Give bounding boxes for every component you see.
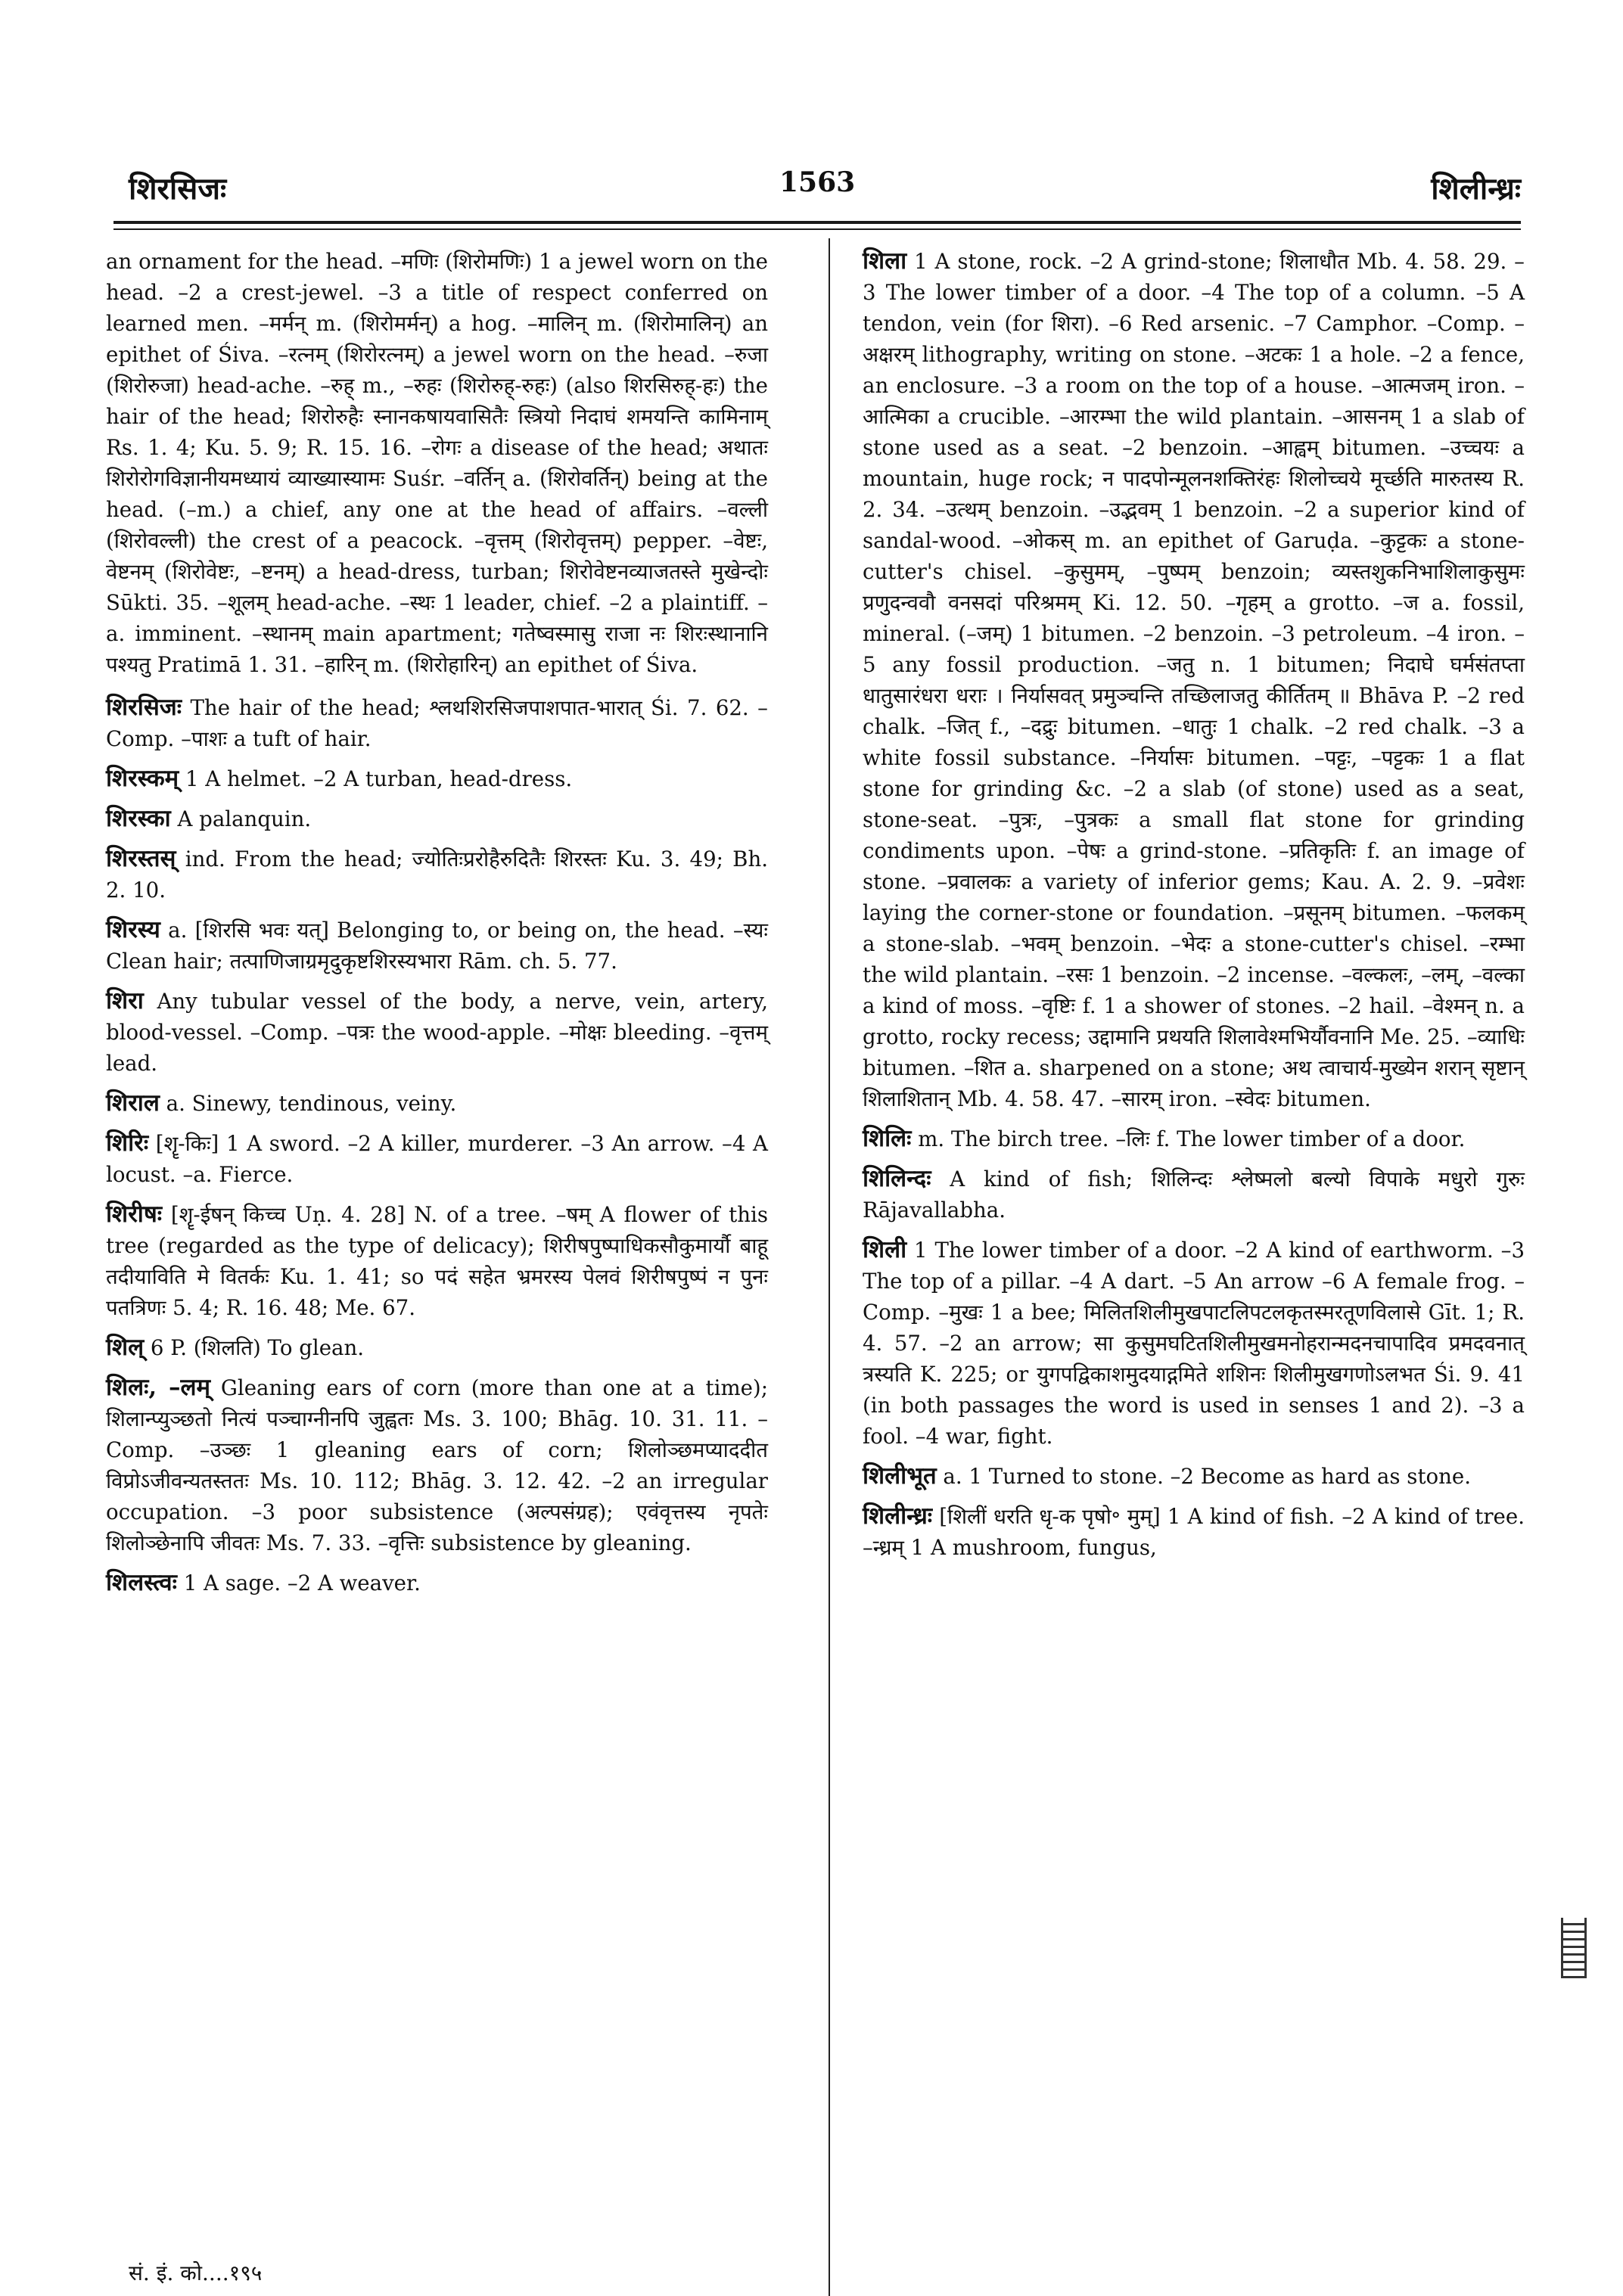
dictionary-entry — [863, 1461, 1525, 1492]
definition: A palanquin. — [177, 806, 312, 831]
dictionary-entry — [106, 1372, 768, 1558]
header-rule-thin — [113, 228, 1521, 230]
dictionary-entry — [106, 844, 768, 906]
definition: A kind of fish; शिलिन्दः श्लेष्मलो बल्यो विपाके मधुरो गुरुः Rājavallabha. — [863, 1167, 1525, 1223]
dictionary-entry — [106, 1128, 768, 1190]
headword: शिलीभूत — [863, 1462, 937, 1490]
headword: शिला — [863, 247, 907, 275]
definition: [शॄ-किः] 1 A sword. –2 A killer, murderer. –3 An arrow. –4 A locust. –a. Fierce. — [106, 1131, 768, 1187]
dictionary-entry — [106, 692, 768, 754]
footer-signature-note: सं. इं. को....१९५ — [129, 2260, 263, 2285]
headword: शिरस्य — [106, 916, 160, 943]
definition: 1 The lower timber of a door. –2 A kind of earthworm. –3 The top of a pillar. –4 A dart. –5 An arrow –6 A female frog. –Comp. –मुखः 1 a bee; मिलितशिलीमुखपाटलिपटलकृतस्मरतूणविलासे Gīt. 1; R. 4. 57. –2 an arrow; सा कुसुमघटितशिलीमुखमनोहरान्मदनचापादिव प्रमदवनात् त्रस्यति K. 225; or युगपद्विकाशमुदयाद्गमिते शशिनः शिलीमुखगणोऽलभत Śi. 9. 41 (in both passages the word is used in senses 1 and 2). –3 a fool. –4 war, fight. — [863, 1238, 1525, 1449]
definition: Gleaning ears of corn (more than one at a time); शिलान्प्युञ्छतो नित्यं पञ्चाग्नीनपि जुह्वतः Ms. 3. 100; Bhāg. 10. 31. 11. –Comp. –उञ्छः 1 gleaning ears of corn; शिलोञ्छमप्याददीत विप्रोऽजीवन्यतस्ततः Ms. 10. 112; Bhāg. 3. 12. 42. –2 an irregular occupation. –3 poor subsistence (अल्पसंग्रह); एवंवृत्तस्य नृपतेः शिलोञ्छेनापि जीवतः Ms. 7. 33. –वृत्तिः subsistence by gleaning. — [106, 1375, 768, 1555]
definition: The hair of the head; श्लथशिरसिजपाशपात-भारात् Śi. 7. 62. –Comp. –पाशः a tuft of hair. — [106, 695, 768, 751]
definition: ind. From the head; ज्योतिःप्ररोहैरुदितैः शिरस्तः Ku. 3. 49; Bh. 2. 10. — [106, 847, 768, 903]
right-column — [863, 246, 1525, 1572]
headword: शिराल — [106, 1089, 160, 1117]
definition: 1 A helmet. –2 A turban, head-dress. — [185, 766, 573, 791]
page-number: 1563 — [779, 166, 856, 198]
definition: [शिलीं धरति धृ-क पृषो॰ मुम्] 1 A kind of fish. –2 A kind of tree. –न्ध्रम् 1 A mushroom, fungus, — [863, 1504, 1525, 1560]
left-column — [106, 246, 768, 1608]
dictionary-entry — [106, 763, 768, 794]
dictionary-entry — [863, 246, 1525, 1114]
dictionary-entry — [106, 1088, 768, 1119]
dictionary-entry — [106, 986, 768, 1079]
headword: शिलः, –लम् — [106, 1374, 211, 1401]
headword: शिली — [863, 1236, 907, 1263]
headword: शिलिः — [863, 1125, 912, 1152]
headword: शिरसिजः — [106, 694, 182, 721]
dictionary-entry — [863, 1123, 1525, 1154]
definition: Any tubular vessel of the body, a nerve, vein, artery, blood-vessel. –Comp. –पत्रः the wood-apple. –मोक्षः bleeding. –वृत्तम् lead. — [106, 989, 768, 1076]
definition: 1 A stone, rock. –2 A grind-stone; शिलाधौत Mb. 4. 58. 29. –3 The lower timber of a door. –4 The top of a column. –5 A tendon, vein (for शिरा). –6 Red arsenic. –7 Camphor. –Comp. –अक्षरम् lithography, writing on stone. –अटकः 1 a hole. –2 a fence, an enclosure. –3 a room on the top of a house. –आत्मजम् iron. –आत्मिका a crucible. –आरम्भा the wild plantain. –आसनम् 1 a slab of stone used as a seat. –2 benzoin. –आह्वम् bitumen. –उच्चयः a mountain, huge rock; न पादपोन्मूलनशक्तिरंहः शिलोच्चये मूर्च्छति मारुतस्य R. 2. 34. –उत्थम् benzoin. –उद्भवम् 1 benzoin. –2 a superior kind of sandal-wood. –ओकस् m. an epithet of Garuḍa. –कुट्टकः a stone-cutter's chisel. –कुसुमम्, –पुष्पम् benzoin; व्यस्तशुकनिभाशिलाकुसुमः प्रणुदन्ववौ वनसदां परिश्रमम् Ki. 12. 50. –गृहम् a grotto. –ज a. fossil, mineral. (–जम्) 1 bitumen. –2 benzoin. –3 petroleum. –4 iron. –5 any fossil production. –जतु n. 1 bitumen; निदाघे घर्मसंतप्ता धातुसारंधरा धराः । निर्यासवत् प्रमुञ्चन्ति तच्छिलाजतु कीर्तितम् ॥ Bhāva P. –2 red chalk. –जित् f., –दद्रुः bitumen. –धातुः 1 chalk. –2 red chalk. –3 a white fossil substance. –निर्यासः bitumen. –पट्टः, –पट्टकः 1 a flat stone for grinding &c. –2 a slab (of stone) used as a seat, stone-seat. –पुत्रः, –पुत्रकः a small flat stone for grinding condiments upon. –पेषः a grind-stone. –प्रतिकृतिः f. an image of stone. –प्रवालकः a variety of inferior gems; Kau. A. 2. 9. –प्रवेशः laying the corner-stone or foundation. –प्रसूनम् bitumen. –फलकम् a stone-slab. –भवम् benzoin. –भेदः a stone-cutter's chisel. –रम्भा the wild plantain. –रसः 1 benzoin. –2 incense. –वल्कलः, –लम्, –वल्का a kind of moss. –वृष्टिः f. 1 a shower of stones. –2 hail. –वेश्मन् n. a grotto, rocky recess; उद्दामानि प्रथयति शिलावेश्मभिर्यौवनानि Me. 25. –व्याधिः bitumen. –शित a. sharpened on a stone; अथ त्वाचार्य-मुख्येन शरान् सृष्टान् शिलाशितान् Mb. 4. 58. 47. –सारम् iron. –स्वेदः bitumen. — [863, 249, 1525, 1111]
definition: a. 1 Turned to stone. –2 Become as hard as stone. — [943, 1464, 1472, 1489]
headword: शिलिन्दः — [863, 1165, 931, 1192]
definition: 6 P. (शिलति) To glean. — [150, 1335, 365, 1360]
dictionary-entry — [863, 1235, 1525, 1452]
guide-word-right: शिलीन्ध्रः — [1431, 171, 1521, 207]
headword: शिरिः — [106, 1129, 149, 1157]
dictionary-entry — [863, 1164, 1525, 1226]
dictionary-entry — [106, 1567, 768, 1599]
dictionary-entry — [863, 1501, 1525, 1563]
dictionary-entry — [106, 1199, 768, 1323]
definition: a. [शिरसि भवः यत्] Belonging to, or being on, the head. –स्यः Clean hair; तत्पाणिजाग्रमृदुकृष्टशिरस्यभारा Rām. ch. 5. 77. — [106, 918, 768, 974]
column-divider — [829, 238, 830, 2296]
headword: शिलीन्ध्रः — [863, 1502, 933, 1530]
page-header — [113, 151, 1521, 219]
margin-mark — [1561, 1918, 1587, 1978]
dictionary-entry — [106, 803, 768, 834]
dictionary-entry: an ornament for the head. –मणिः (शिरोमणिः) 1 a jewel worn on the head. –2 a crest-jewel. –3 a title of respect conferred on learned men. –मर्मन् m. (शिरोमर्मन्) a hog. –मालिन् m. (शिरोमालिन्) an epithet of Śiva. –रत्नम् (शिरोरत्नम्) a jewel worn on the head. –रुजा (शिरोरुजा) head-ache. –रुह् m., –रुहः (शिरोरुह्-रुहः) (also शिरसिरुह्-हः) the hair of the head; शिरोरुहैः स्नानकषायवासितैः स्त्रियो निदाघं शमयन्ति कामिनाम् Rs. 1. 4; Ku. 5. 9; R. 15. 16. –रोगः a disease of the head; अथातः शिरोरोगविज्ञानीयमध्यायं व्याख्यास्यामः Suśr. –वर्तिन् a. (शिरोवर्तिन्) being at the head. (–m.) a chief, any one at the head of affairs. –वल्ली (शिरोवल्ली) the crest of a peacock. –वृत्तम् (शिरोवृत्तम्) pepper. –वेष्टः, वेष्टनम् (शिरोवेष्टः, –ष्टनम्) a head-dress, turban; शिरोवेष्टनव्याजतस्ते मुखेन्दोः Sūkti. 35. –शूलम् head-ache. –स्थः 1 leader, chief. –2 a plaintiff. –a. imminent. –स्थानम् main apartment; गतेष्वस्मासु राजा नः शिरःस्थानानि पश्यतु Pratimā 1. 31. –हारिन् m. (शिरोहारिन्) an epithet of Śiva. — [106, 249, 768, 677]
definition: 1 A sage. –2 A weaver. — [183, 1571, 421, 1595]
definition: a. Sinewy, tendinous, veiny. — [166, 1091, 457, 1116]
headword: शिल् — [106, 1334, 145, 1361]
headword: शिरीषः — [106, 1201, 162, 1228]
headword: शिरा — [106, 987, 144, 1014]
dictionary-entry — [106, 915, 768, 977]
guide-word-left: शिरसिजः — [129, 171, 227, 207]
dictionary-entry — [106, 1332, 768, 1363]
headword: शिलस्त्वः — [106, 1569, 177, 1596]
headword: शिरस्तस् — [106, 845, 176, 872]
header-rule — [113, 221, 1521, 224]
definition: [शॄ-ईषन् किच्च Uṇ. 4. 28] N. of a tree. –षम् A flower of this tree (regarded as the type of delicacy); शिरीषपुष्पाधिकसौकुमार्यौ बाहू तदीयाविति मे वितर्कः Ku. 1. 41; so पदं सहेत भ्रमरस्य पेलवं शिरीषपुष्पं न पुनः पतत्रिणः 5. 4; R. 16. 48; Me. 67. — [106, 1202, 768, 1320]
definition: m. The birch tree. –लिः f. The lower timber of a door. — [918, 1126, 1466, 1151]
headword: शिरस्कम् — [106, 765, 179, 792]
headword: शिरस्का — [106, 805, 171, 832]
